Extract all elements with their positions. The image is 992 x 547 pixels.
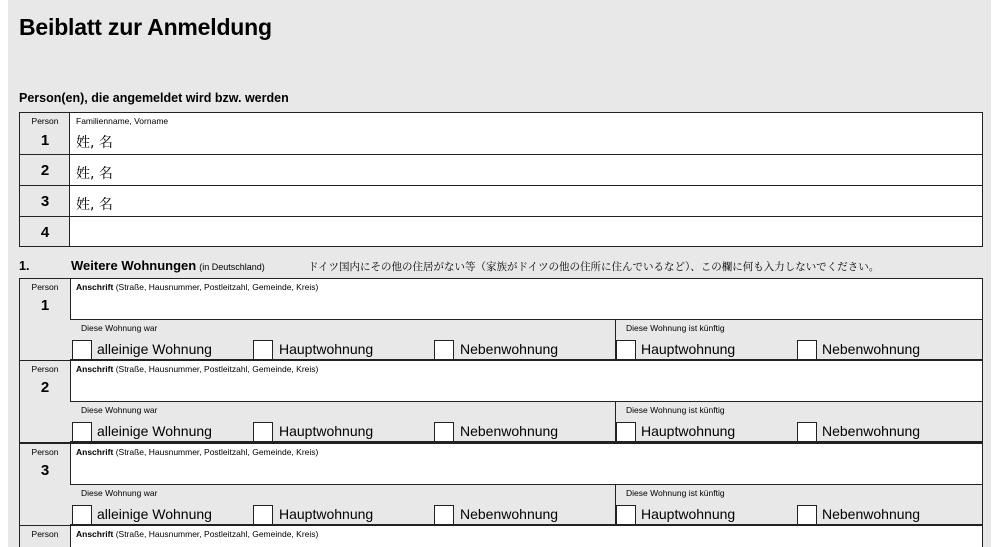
secondary-residence-checkbox[interactable] <box>434 505 454 525</box>
future-secondary-residence-checkbox[interactable] <box>797 505 817 525</box>
residence-block <box>19 360 983 443</box>
person-number: 1 <box>40 297 50 314</box>
sole-residence-label: alleinige Wohnung <box>97 341 212 357</box>
name-field[interactable]: 姓, 名 <box>76 197 113 213</box>
person-number: 1 <box>40 132 50 149</box>
persons-heading: Person(en), die angemeldet wird bzw. werden <box>19 91 289 105</box>
main-residence-label: Hauptwohnung <box>279 423 374 439</box>
address-field[interactable] <box>70 279 982 320</box>
future-label: Diese Wohnung ist künftig <box>626 405 725 415</box>
person-number: 4 <box>40 224 50 241</box>
sole-residence-label: alleinige Wohnung <box>97 423 212 439</box>
section-title <box>71 258 265 273</box>
main-residence-label: Hauptwohnung <box>279 341 374 357</box>
sole-residence-label: alleinige Wohnung <box>97 506 212 522</box>
future-main-residence-checkbox[interactable] <box>616 340 636 360</box>
future-label: Diese Wohnung ist künftig <box>626 488 725 498</box>
name-field[interactable]: 姓, 名 <box>76 135 113 151</box>
name-header-label: Familienname, Vorname <box>76 116 169 126</box>
person-number: 3 <box>40 462 50 479</box>
residence-block <box>19 525 983 547</box>
address-field[interactable] <box>70 444 982 485</box>
future-main-residence-checkbox[interactable] <box>616 505 636 525</box>
future-main-residence-checkbox[interactable] <box>616 422 636 442</box>
future-main-residence-label: Hauptwohnung <box>641 506 736 522</box>
future-secondary-residence-checkbox[interactable] <box>797 422 817 442</box>
secondary-residence-label: Nebenwohnung <box>460 341 559 357</box>
was-label: Diese Wohnung war <box>81 405 158 415</box>
document-title: Beiblatt zur Anmeldung <box>19 14 272 40</box>
address-field[interactable] <box>70 361 982 402</box>
future-main-residence-label: Hauptwohnung <box>641 341 736 357</box>
sole-residence-checkbox[interactable] <box>72 422 92 442</box>
address-label: Anschrift (Straße, Hausnummer, Postleitzahl, Gemeinde, Kreis) <box>76 529 319 539</box>
future-label: Diese Wohnung ist künftig <box>626 323 725 333</box>
address-label: Anschrift (Straße, Hausnummer, Postleitzahl, Gemeinde, Kreis) <box>76 364 319 374</box>
main-residence-checkbox[interactable] <box>253 505 273 525</box>
secondary-residence-label: Nebenwohnung <box>460 423 559 439</box>
section-title-suffix: (in Deutschland) <box>199 262 265 272</box>
section-number: 1. <box>19 259 30 273</box>
main-residence-checkbox[interactable] <box>253 422 273 442</box>
person-number: 3 <box>40 193 50 210</box>
secondary-residence-checkbox[interactable] <box>434 422 454 442</box>
sole-residence-checkbox[interactable] <box>72 340 92 360</box>
person-header-label: Person <box>31 116 59 126</box>
future-secondary-residence-label: Nebenwohnung <box>822 506 921 522</box>
address-label: Anschrift (Straße, Hausnummer, Postleitzahl, Gemeinde, Kreis) <box>76 447 319 457</box>
persons-table <box>19 112 983 247</box>
future-secondary-residence-label: Nebenwohnung <box>822 423 921 439</box>
was-label: Diese Wohnung war <box>81 323 158 333</box>
future-secondary-residence-label: Nebenwohnung <box>822 341 921 357</box>
person-label: Person <box>31 364 59 374</box>
secondary-residence-checkbox[interactable] <box>434 340 454 360</box>
main-residence-checkbox[interactable] <box>253 340 273 360</box>
future-secondary-residence-checkbox[interactable] <box>797 340 817 360</box>
residence-block <box>19 278 983 361</box>
person-label: Person <box>31 282 59 292</box>
residence-block <box>19 443 983 526</box>
person-number: 2 <box>40 379 50 396</box>
name-field[interactable]: 姓, 名 <box>76 166 113 182</box>
person-label: Person <box>31 529 59 539</box>
person-label: Person <box>31 447 59 457</box>
address-field[interactable] <box>70 526 982 547</box>
section-note: ドイツ国内にその他の住居がない等（家族がドイツの他の住所に住んでいるなど）、この欄に何も入力しないでください。 <box>308 261 880 273</box>
sole-residence-checkbox[interactable] <box>72 505 92 525</box>
main-residence-label: Hauptwohnung <box>279 506 374 522</box>
was-label: Diese Wohnung war <box>81 488 158 498</box>
person-number: 2 <box>40 162 50 179</box>
section-title-text: Weitere Wohnungen <box>71 258 197 273</box>
secondary-residence-label: Nebenwohnung <box>460 506 559 522</box>
future-main-residence-label: Hauptwohnung <box>641 423 736 439</box>
address-label: Anschrift (Straße, Hausnummer, Postleitzahl, Gemeinde, Kreis) <box>76 282 319 292</box>
